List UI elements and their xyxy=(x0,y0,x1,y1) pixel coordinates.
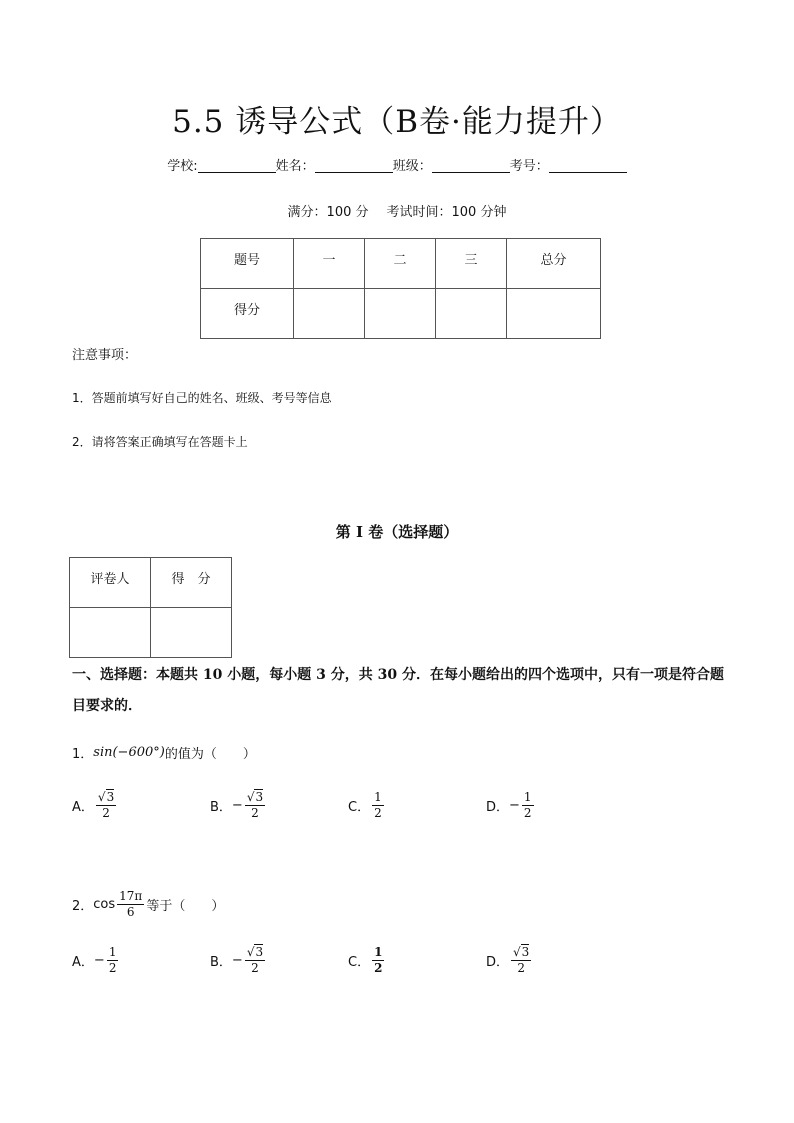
option-numerator: 1 xyxy=(374,945,383,959)
class-label: 班级： xyxy=(392,159,432,174)
option-denominator: 2 xyxy=(102,806,110,820)
option-label: B． xyxy=(210,800,232,815)
section-instruction: 一、选择题：本题共 10 小题，每小题 3 分，共 30 分．在每小题给出的四个选项中，只有一项是符合题目要求的． xyxy=(72,667,724,714)
question-2-stem xyxy=(72,889,224,920)
score-cell[interactable] xyxy=(294,289,365,339)
option-fraction xyxy=(107,945,119,976)
option-denominator: 2 xyxy=(108,961,117,975)
name-label: 姓名： xyxy=(275,159,315,174)
option-label: D． xyxy=(486,955,510,970)
option-denominator: 2 xyxy=(374,806,382,820)
option-label: B． xyxy=(210,955,232,970)
option-sign: − xyxy=(509,798,520,813)
exam-time: 考试时间：100 分钟 xyxy=(386,205,507,220)
exam-meta xyxy=(0,201,794,220)
score-table-score-row xyxy=(201,289,601,339)
option-numerator: 1 xyxy=(374,790,382,804)
option-denominator: 2 xyxy=(523,806,532,820)
question-expression: sin(−600°) xyxy=(93,745,165,760)
grader-score-row xyxy=(70,608,232,658)
class-blank[interactable] xyxy=(432,158,510,173)
question-func: cos xyxy=(93,897,116,912)
question-1-stem xyxy=(72,743,256,762)
question-2-option-a[interactable] xyxy=(72,945,120,976)
score-cell[interactable] xyxy=(436,289,507,339)
student-info-line xyxy=(0,155,794,174)
option-fraction: $\frac{√3}{2}$ xyxy=(513,945,530,975)
option-denominator: 2 xyxy=(374,961,383,975)
option-numerator: 1 xyxy=(523,790,532,804)
question-tail: 等于（ ） xyxy=(146,899,225,914)
section-heading: 第 I 卷（选择题） xyxy=(335,523,459,541)
score-row-label: 得分 xyxy=(201,289,294,339)
grader-header-cell: 得 分 xyxy=(151,558,232,608)
option-fraction: $\frac{√3}{2}$ xyxy=(246,945,264,975)
question-1-option-b[interactable] xyxy=(210,790,267,821)
question-2-option-b[interactable] xyxy=(210,945,267,976)
number-label: 考号： xyxy=(509,159,549,174)
notice-item: 1．答题前填写好自己的姓名、班级、考号等信息 xyxy=(72,391,332,405)
score-header-cell: 三 xyxy=(436,239,507,289)
score-header-cell: 题号 xyxy=(201,239,294,289)
question-number: 1． xyxy=(72,747,94,762)
number-blank[interactable] xyxy=(549,158,627,173)
option-numerator: 3 xyxy=(255,945,264,959)
score-header-cell: 一 xyxy=(294,239,365,289)
score-header-cell: 总分 xyxy=(507,239,601,289)
option-sign: − xyxy=(231,798,243,813)
question-fraction xyxy=(117,889,144,920)
question-tail: 的值为（ ） xyxy=(164,747,256,762)
option-numerator: 3 xyxy=(521,945,530,959)
option-fraction: $\frac{√3}{2}$ xyxy=(97,790,115,820)
name-blank[interactable] xyxy=(315,158,393,173)
score-header-cell: 二 xyxy=(365,239,436,289)
question-1-option-d[interactable] xyxy=(486,790,536,821)
option-numerator: 1 xyxy=(108,945,117,959)
option-fraction: $\frac{√3}{2}$ xyxy=(246,790,264,820)
page-title: 5.5 诱导公式（B卷·能力提升） xyxy=(172,104,622,140)
score-cell[interactable] xyxy=(507,289,601,339)
option-label: C． xyxy=(348,800,371,815)
school-label: 学校: xyxy=(167,159,198,174)
grader-table xyxy=(69,557,232,658)
option-denominator: 2 xyxy=(251,806,259,820)
option-sign: − xyxy=(93,953,105,968)
question-2-option-c[interactable] xyxy=(348,945,386,976)
question-denominator: 6 xyxy=(126,905,135,919)
notice-title: 注意事项： xyxy=(72,348,138,363)
grader-header-cell: 评卷人 xyxy=(70,558,151,608)
score-cell[interactable] xyxy=(365,289,436,339)
notice-item: 2．请将答案正确填写在答题卡上 xyxy=(72,435,248,449)
score-table xyxy=(200,238,601,339)
option-denominator: 2 xyxy=(251,961,259,975)
full-score: 满分：100 分 xyxy=(287,205,369,220)
option-fraction xyxy=(522,790,534,821)
option-label: A． xyxy=(72,800,94,815)
option-numerator: 3 xyxy=(255,790,264,804)
option-label: D． xyxy=(486,800,510,815)
grader-cell[interactable] xyxy=(70,608,151,658)
question-2-option-d[interactable] xyxy=(486,945,533,976)
grader-header-row xyxy=(70,558,232,608)
grader-cell[interactable] xyxy=(151,608,232,658)
school-blank[interactable] xyxy=(198,158,276,173)
option-fraction xyxy=(372,790,384,821)
option-numerator: 3 xyxy=(106,790,115,804)
option-fraction xyxy=(372,945,384,976)
question-1-option-c[interactable] xyxy=(348,790,386,821)
question-number: 2． xyxy=(72,899,94,914)
score-table-header-row xyxy=(201,239,601,289)
question-numerator: 17π xyxy=(119,889,143,903)
option-sign: − xyxy=(231,953,243,968)
question-1-option-a[interactable] xyxy=(72,790,118,821)
option-denominator: 2 xyxy=(517,961,525,975)
option-label: C． xyxy=(348,955,371,970)
option-label: A． xyxy=(72,955,94,970)
